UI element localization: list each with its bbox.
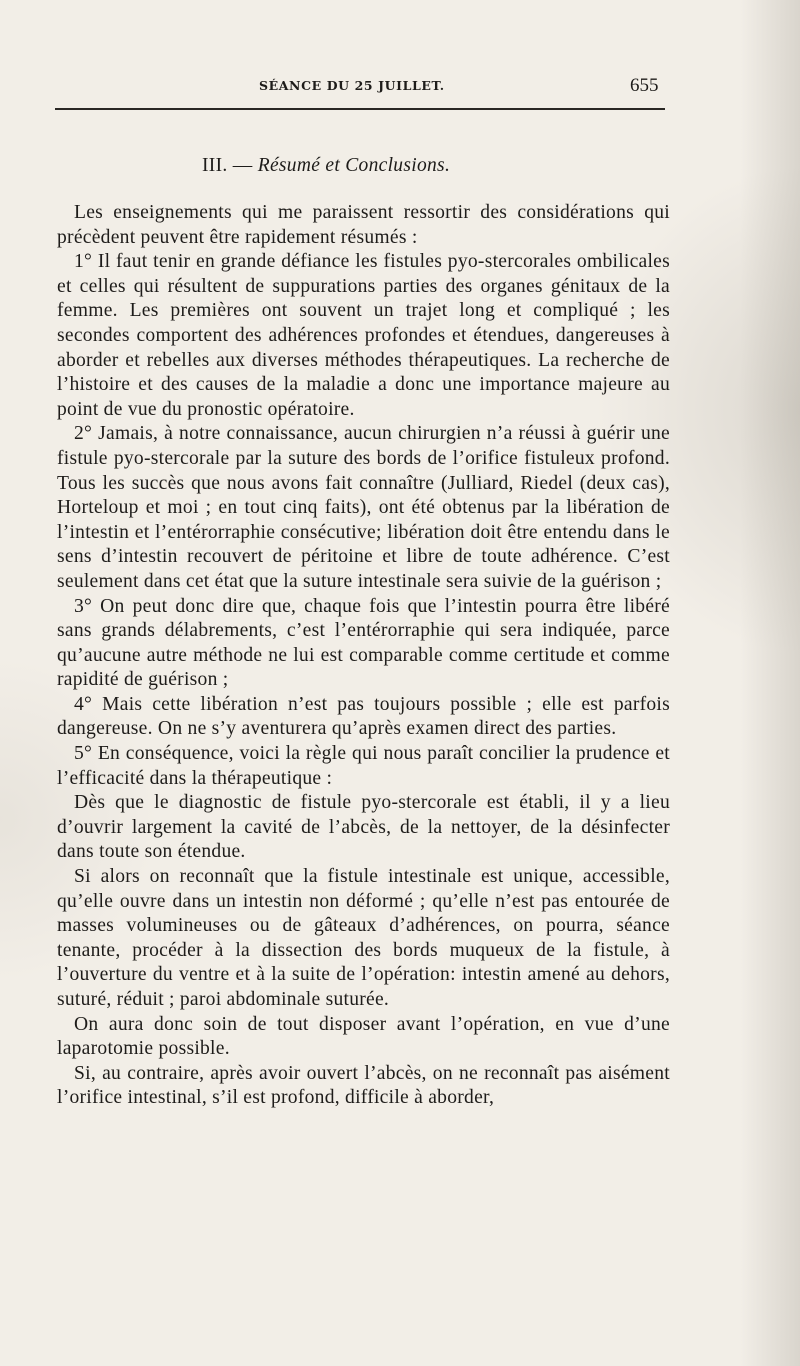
paragraph-point-2: 2° Jamais, à notre connaissance, aucun chirurgien n’a réussi à guérir une fistule pyo-stercorale par la suture des bords de l’orifice fistuleux profond. Tous les succès que nous avons fait connaître (Julliard, Riedel (deux cas), Horteloup et moi ; en tout cinq faits), ont été obtenus par la libération de l’intestin et l’entérorraphie consécutive; libération doit être entendu dans le sens d’intestin recouvert de péritoine et libre de toute adhérence. C’est seulement dans cet état que la suture intestinale sera suivie de la guérison ; [57, 423, 670, 592]
paragraph-point-1: 1° Il faut tenir en grande défiance les fistules pyo-stercorales ombilicales et celles qui résultent de suppurations parties des organes génitaux de la femme. Les premières ont souvent un trajet long et compliqué ; les secondes comportent des adhérences profondes et étendues, dangereuses à aborder et rebelles aux diverses méthodes thérapeutiques. La recherche de l’histoire et des causes de la maladie a donc une importance majeure au point de vue du pronostic opératoire. [57, 251, 670, 420]
body-text [57, 201, 670, 1111]
section-dash: — [232, 155, 253, 176]
page-edge-shading [740, 0, 800, 1366]
paragraph-contrary: Si, au contraire, après avoir ouvert l’abcès, on ne reconnaît pas aisément l’orifice intestinal, s’il est profond, difficile à aborder, [57, 1062, 670, 1109]
paragraph-point-3: 3° On peut donc dire que, chaque fois que l’intestin pourra être libéré sans grands délabrements, c’est l’entérorraphie qui sera indiquée, parce qu’aucune autre méthode ne lui est comparable comme certitude et comme rapidité de guérison ; [57, 595, 670, 691]
paragraph-point-5: 5° En conséquence, voici la règle qui nous paraît concilier la prudence et l’efficacité dans la thérapeutique : [57, 743, 670, 789]
paragraph-point-4: 4° Mais cette libération n’est pas toujours possible ; elle est parfois dangereuse. On ne s’y aventurera qu’après examen direct des parties. [57, 693, 670, 740]
running-head [0, 74, 800, 98]
running-title: SÉANCE DU 25 JUILLET. [259, 78, 445, 93]
section-heading [202, 155, 450, 177]
header-rule [55, 108, 665, 110]
paragraph-preparation: On aura donc soin de tout disposer avant l’opération, en vue d’une laparotomie possible. [57, 1013, 670, 1060]
section-number: III. [202, 155, 228, 176]
paragraph-intro: Les enseignements qui me paraissent ressortir des considérations qui précèdent peuvent être rapidement résumés : [57, 202, 670, 248]
paragraph-diagnostic: Dès que le diagnostic de fistule pyo-stercorale est établi, il y a lieu d’ouvrir largement la cavité de l’abcès, de la nettoyer, de la désinfecter dans toute son étendue. [57, 792, 670, 863]
page-number: 655 [630, 75, 659, 96]
paragraph-fistula-unique: Si alors on reconnaît que la fistule intestinale est unique, accessible, qu’elle ouvre dans un intestin non déformé ; qu’elle n’est pas entourée de masses volumineuses ou de gâteaux d’adhérences, on pourra, séance tenante, procéder à la dissection des bords muqueux de la fistule, à l’ouverture du ventre et à la suite de l’opération: intestin amené au dehors, suturé, réduit ; paroi abdominale suturée. [57, 866, 670, 1010]
section-title: Résumé et Conclusions. [257, 155, 451, 176]
